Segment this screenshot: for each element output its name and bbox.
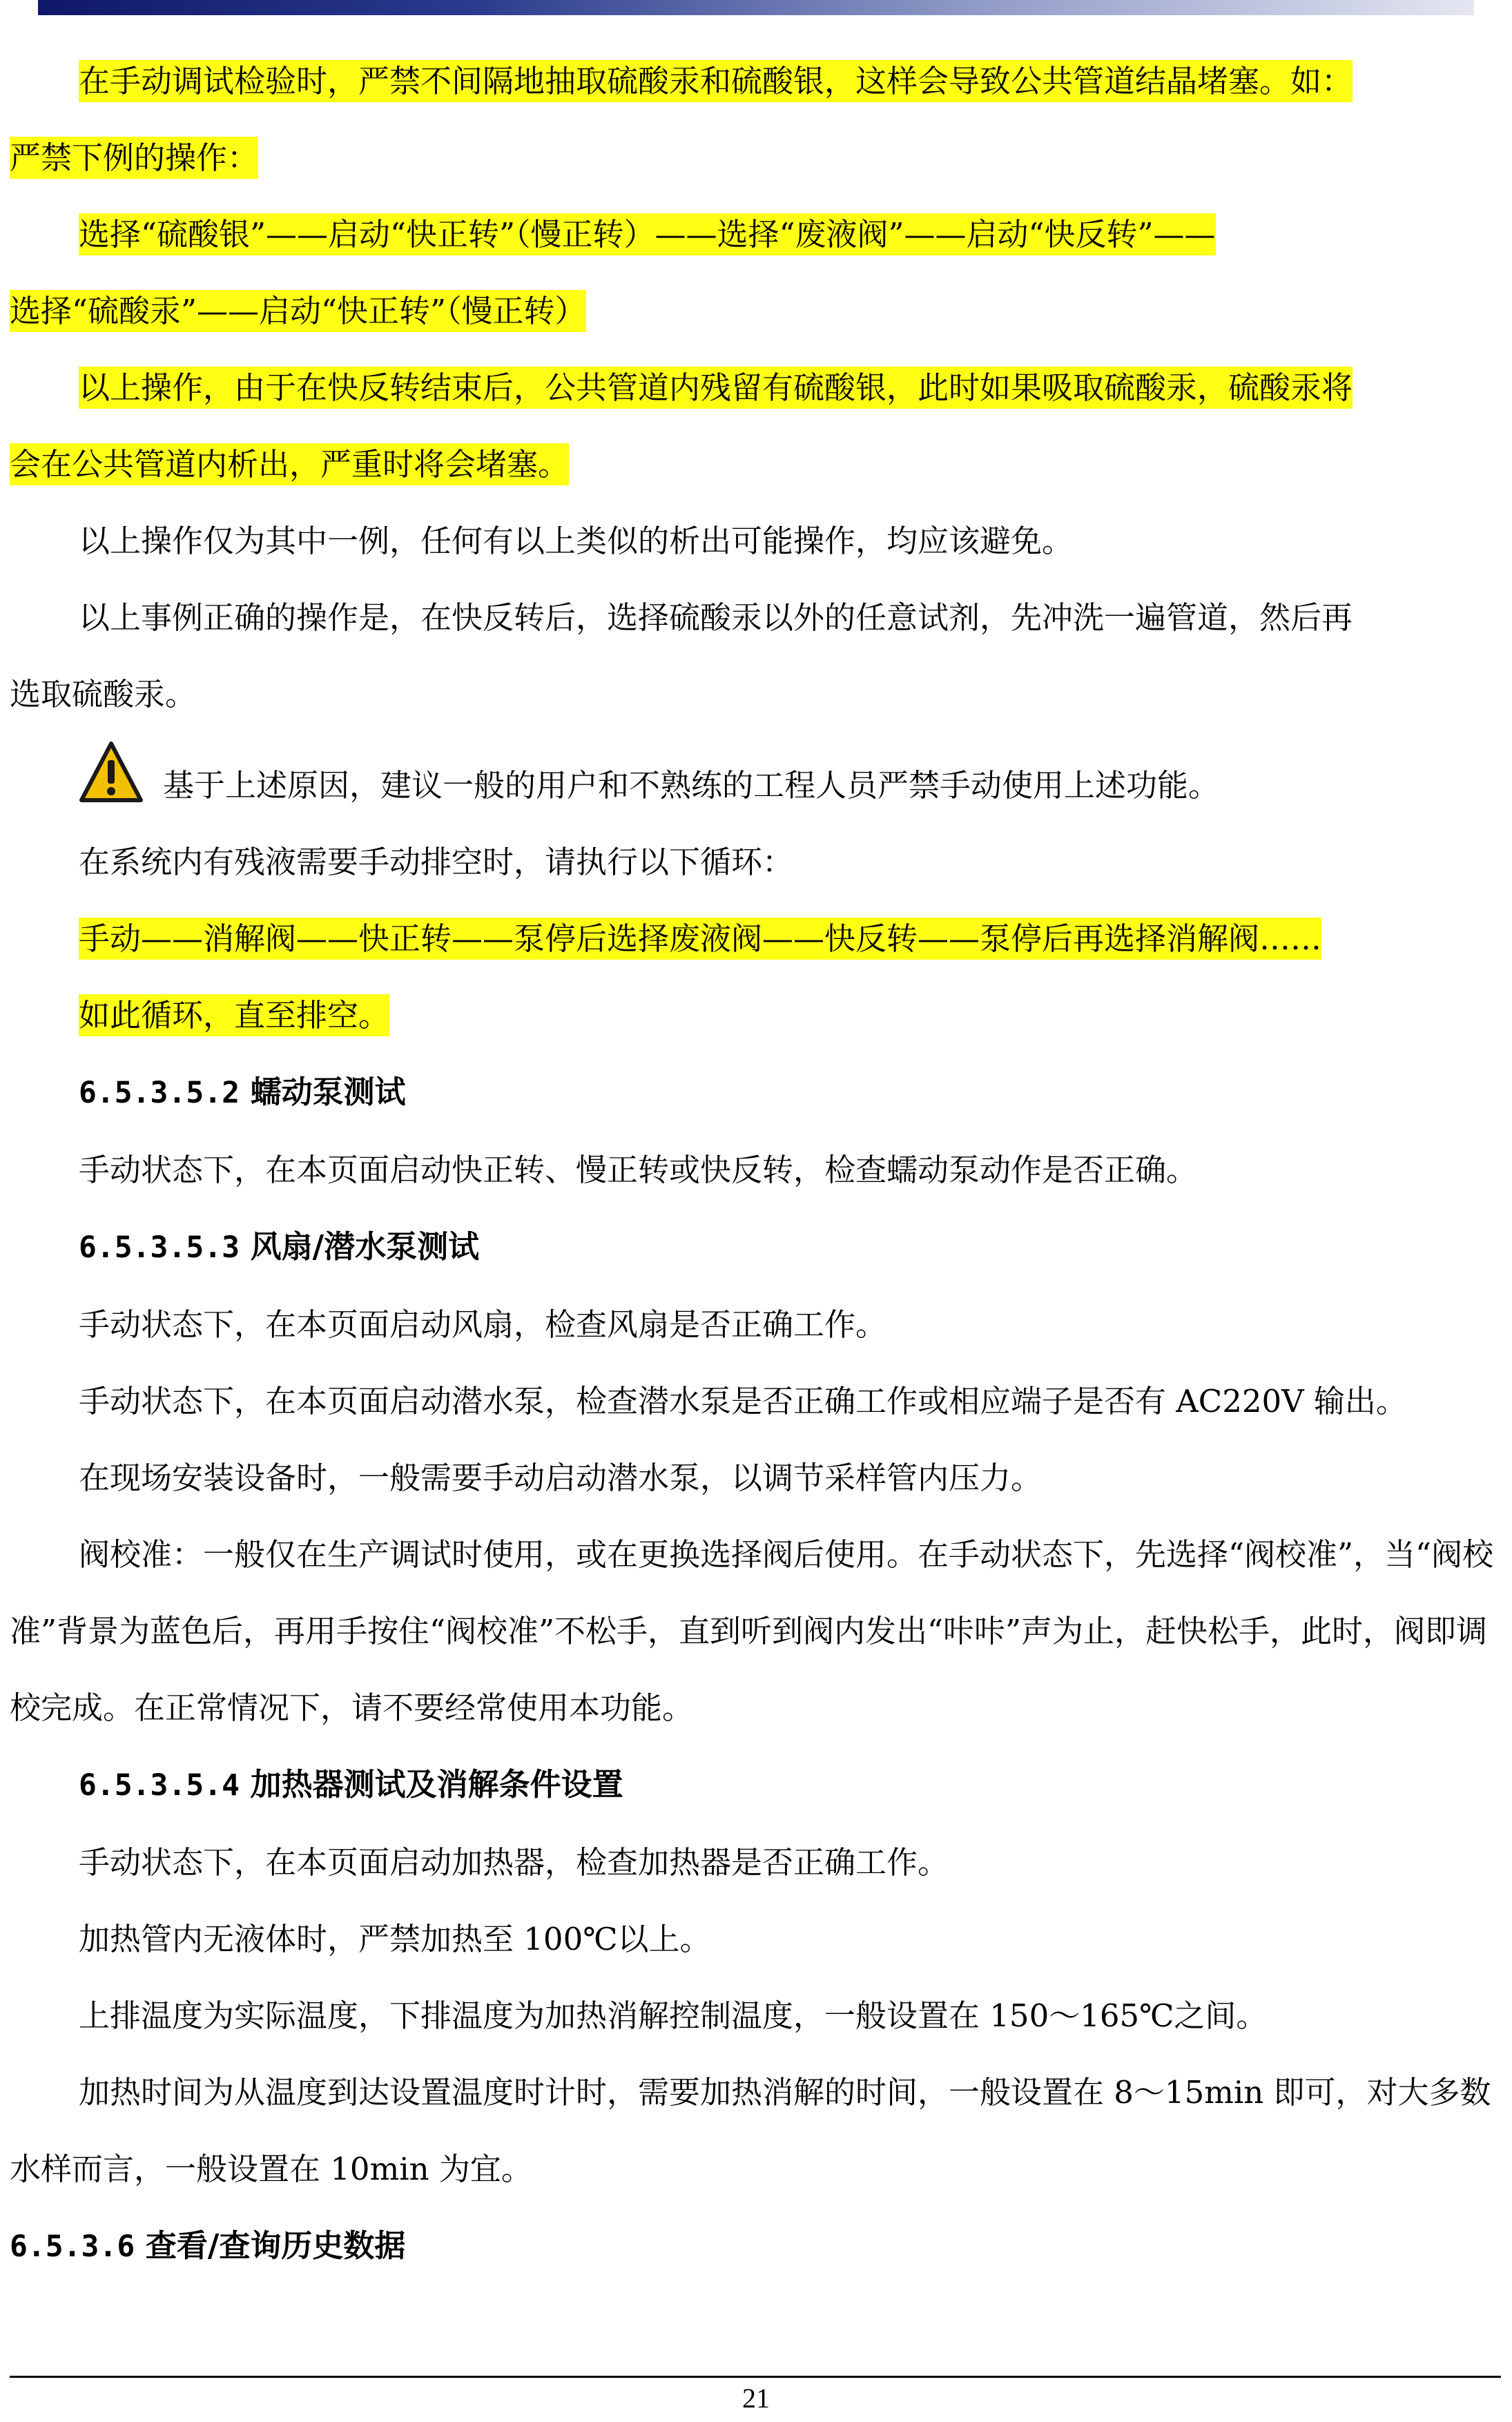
paragraph: 在现场安装设备时，一般需要手动启动潜水泵，以调节采样管内压力。 [79,1460,1043,1496]
highlighted-text: 选择“硫酸汞”——启动“快正转”（慢正转） [10,290,586,332]
page-number: 21 [742,2383,770,2414]
paragraph: 加热时间为从温度到达设置温度时计时，需要加热消解的时间，一般设置在 8～15min 即可，对大多数水样而言，一般设置在 10min 为宜。 [10,2074,1491,2187]
highlighted-text: 如此循环，直至排空。 [79,994,389,1036]
paragraph-line-1 [10,43,1501,119]
highlighted-text: 以上操作，由于在快反转结束后，公共管道内残留有硫酸银，此时如果吸取硫酸汞，硫酸汞将 [79,367,1353,409]
highlighted-text: 严禁下例的操作： [10,137,258,179]
paragraph-line-8: 以上事例正确的操作是，在快反转后，选择硫酸汞以外的任意试剂，先冲洗一遍管道，然后再 [79,599,1353,636]
paragraph-line-4 [10,273,1501,349]
paragraph-line-7: 以上操作仅为其中一例，任何有以上类似的析出可能操作，均应该避免。 [79,523,1074,559]
footer-rule [10,2376,1501,2378]
paragraph-line-5 [10,349,1501,426]
warning-triangle-icon [79,739,163,806]
section-title: 风扇/潜水泵测试 [250,1228,480,1265]
section-title: 蠕动泵测试 [250,1074,406,1110]
section-number: 6.5.3.5.4 [79,1768,240,1803]
paragraph: 手动状态下，在本页面启动风扇，检查风扇是否正确工作。 [79,1306,887,1343]
section-number: 6.5.3.6 [10,2229,135,2264]
paragraph: 手动状态下，在本页面启动快正转、慢正转或快反转，检查蠕动泵动作是否正确。 [79,1152,1198,1188]
highlighted-text: 手动——消解阀——快正转——泵停后选择废液阀——快反转——泵停后再选择消解阀…… [79,918,1321,960]
highlighted-text: 在手动调试检验时，严禁不间隔地抽取硫酸汞和硫酸银，这样会导致公共管道结晶堵塞。如： [79,60,1353,102]
highlighted-text: 选择“硫酸银”——启动“快正转”（慢正转）——选择“废液阀”——启动“快反转”—— [79,213,1216,255]
page-body [10,43,1501,2285]
header-gradient-bar [38,0,1474,15]
section-heading-heater-test [10,1746,1501,1824]
section-heading-fan-test [10,1208,1501,1286]
warning-text: 基于上述原因，建议一般的用户和不熟练的工程人员严禁手动使用上述功能。 [163,767,1220,804]
paragraph: 加热管内无液体时，严禁加热至 100℃以上。 [79,1921,711,1957]
paragraph-line-9: 选取硫酸汞。 [10,676,197,713]
paragraph: 上排温度为实际温度，下排温度为加热消解控制温度，一般设置在 150～165℃之间。 [79,1997,1268,2034]
highlighted-text: 会在公共管道内析出，严重时将会堵塞。 [10,443,569,485]
section-heading-pump-test [10,1054,1501,1132]
section-title: 查看/查询历史数据 [145,2227,406,2264]
section-number: 6.5.3.5.3 [79,1230,240,1265]
paragraph: 手动状态下，在本页面启动加热器，检查加热器是否正确工作。 [79,1844,949,1881]
paragraph-line-12 [10,900,1501,977]
paragraph: 手动状态下，在本页面启动潜水泵，检查潜水泵是否正确工作或相应端子是否有 AC220V 输出。 [79,1383,1407,1420]
section-number: 6.5.3.5.2 [79,1076,240,1110]
paragraph-line-3 [10,196,1501,273]
paragraph: 阀校准：一般仅在生产调试时使用，或在更换选择阀后使用。在手动状态下，先选择“阀校准”，当“阀校准”背景为蓝色后，再用手按住“阀校准”不松手，直到听到阀内发出“咔咔”声为止，赶快松手，此时，阀即调校完成。在正常情况下，请不要经常使用本功能。 [10,1536,1494,1726]
paragraph-line-13 [10,977,1501,1054]
paragraph-line-6 [10,426,1501,503]
paragraph-line-2 [10,119,1501,196]
warning-paragraph [10,739,1501,824]
section-title: 加热器测试及消解条件设置 [250,1766,623,1803]
section-heading-history-data [10,2207,1501,2285]
paragraph-line-11: 在系统内有残液需要手动排空时，请执行以下循环： [79,844,794,880]
